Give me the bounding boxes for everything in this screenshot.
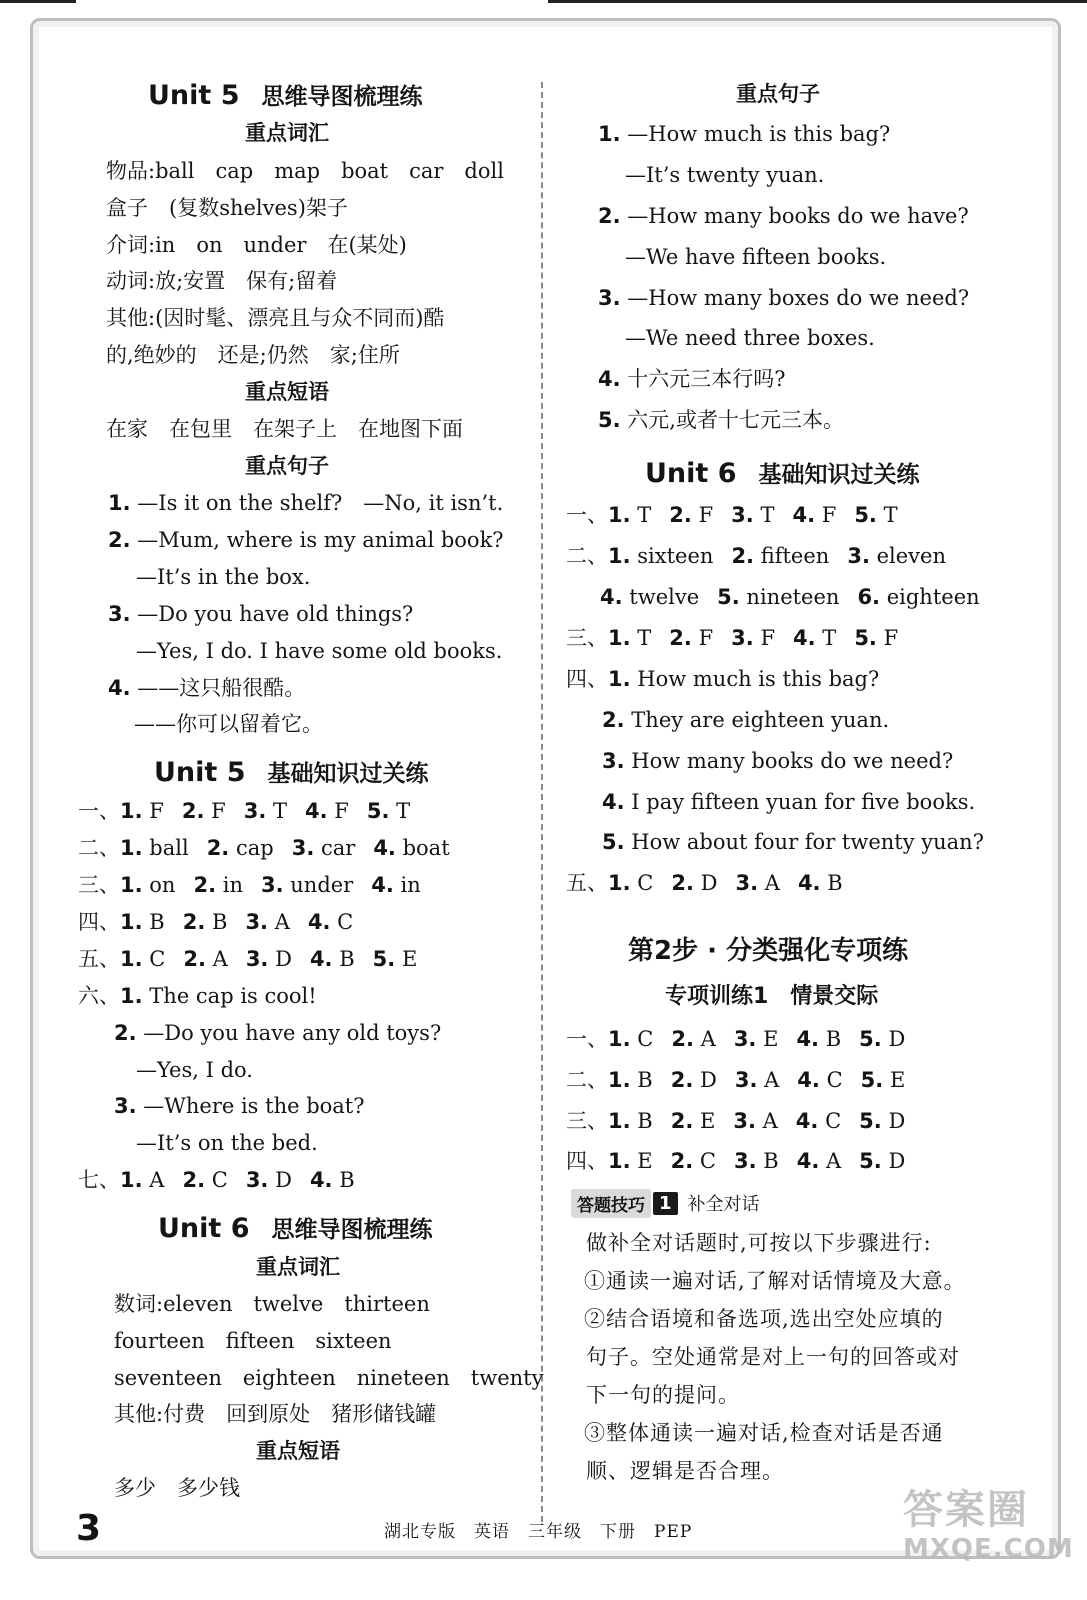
top-rule-left — [0, 0, 76, 3]
answer-row: 一、1. C 2. A 3. E 4. B 5. D — [566, 1027, 906, 1051]
answer-row: 一、1. T 2. F 3. T 4. F 5. T — [566, 503, 898, 527]
vocab-line: 盒子 (复数shelves)架子 — [106, 196, 348, 220]
watermark-text: 答案圈 — [903, 1487, 1029, 1533]
vocab-line: 其他:(因时髦、漂亮且与众不同而)酷 — [106, 306, 445, 330]
unit6-mindmap-heading: Unit 6 思维导图梳理练 — [158, 1213, 433, 1244]
answer-row: 4. twelve 5. nineteen 6. eighteen — [600, 585, 980, 609]
footer-grade: 三年级 — [528, 1522, 582, 1542]
sentence-line: 2. —How many books do we have? — [598, 204, 969, 228]
footer-volume: 下册 — [600, 1522, 636, 1542]
vocab-line: seventeen eighteen nineteen twenty — [114, 1366, 544, 1390]
answer-row: 六、1. The cap is cool! — [78, 984, 317, 1008]
footer-publisher: PEP — [654, 1522, 693, 1542]
step2-heading: 第2步 · 分类强化专项练 — [628, 936, 909, 966]
unit-label: Unit 5 — [148, 80, 240, 111]
tip-line: ①通读一遍对话,了解对话情境及大意。 — [584, 1269, 966, 1293]
answer-row: 二、1. sixteen 2. fifteen 3. eleven — [566, 544, 946, 568]
sentence-line: —It’s twenty yuan. — [625, 163, 825, 187]
tip-badge-label: 答题技巧 — [571, 1189, 651, 1218]
answer-row: 三、1. T 2. F 3. F 4. T 5. F — [566, 626, 899, 650]
tip-line: 下一句的提问。 — [586, 1383, 740, 1407]
section-title: 思维导图梳理练 — [261, 84, 423, 110]
sentence-line: —It’s in the box. — [136, 565, 311, 589]
tip-badge — [571, 1189, 760, 1217]
sentence-line: 5. 六元,或者十七元三本。 — [598, 408, 844, 432]
vocab-line: 的,绝妙的 还是;仍然 家;住所 — [106, 343, 400, 367]
vocab-line: 数词:eleven twelve thirteen — [114, 1292, 430, 1316]
answer-row: 七、1. A 2. C 3. D 4. B — [78, 1168, 355, 1192]
sentence-line: —We have fifteen books. — [625, 245, 887, 269]
answer-row: 5. How about four for twenty yuan? — [602, 830, 984, 854]
vocab-line: 动词:放;安置 保有;留着 — [106, 269, 338, 293]
answer-row: 4. I pay fifteen yuan for five books. — [602, 790, 976, 814]
unit6-basic-heading: Unit 6 基础知识过关练 — [645, 458, 920, 489]
tip-line: 做补全对话题时,可按以下步骤进行: — [586, 1231, 932, 1255]
sentence-line: —We need three boxes. — [625, 326, 875, 350]
answer-row: 3. How many books do we need? — [602, 749, 954, 773]
sentence-heading: 重点句子 — [245, 454, 329, 478]
tip-line: 句子。空处通常是对上一句的回答或对 — [586, 1345, 960, 1369]
sentence-line: ——你可以留着它。 — [134, 712, 323, 736]
tip-line: ②结合语境和备选项,选出空处应填的 — [584, 1307, 944, 1331]
vocab-line: 物品:ball cap map boat car doll — [106, 159, 504, 183]
answer-row: 2. —Do you have any old toys? — [114, 1021, 442, 1045]
footer-info — [384, 1517, 710, 1542]
right-sentence-heading: 重点句子 — [736, 82, 820, 106]
answer-row: 3. —Where is the boat? — [114, 1094, 365, 1118]
answer-row: 2. They are eighteen yuan. — [602, 708, 890, 732]
answer-row: 四、1. E 2. C 3. B 4. A 5. D — [566, 1149, 906, 1173]
answer-row: —It’s on the bed. — [136, 1131, 318, 1155]
phrase6-line: 多少 多少钱 — [114, 1476, 240, 1500]
answer-row: 四、1. How much is this bag? — [566, 667, 880, 691]
unit5-basic-heading: Unit 5 基础知识过关练 — [154, 757, 429, 788]
answer-row: —Yes, I do. — [136, 1058, 253, 1082]
unit5-mindmap-heading — [148, 79, 423, 114]
footer-subject: 英语 — [474, 1522, 510, 1542]
answer-row: 四、1. B 2. B 3. A 4. C — [78, 910, 354, 934]
vocab-line: 介词:in on under 在(某处) — [106, 233, 407, 257]
answer-row: 二、1. B 2. D 3. A 4. C 5. E — [566, 1068, 906, 1092]
tip-title: 补全对话 — [687, 1194, 760, 1215]
sentence-line: 1. —Is it on the shelf? —No, it isn’t. — [108, 491, 504, 515]
sentence-line: 4. ——这只船很酷。 — [108, 676, 306, 700]
column-divider — [541, 82, 543, 1522]
sentence-line: —Yes, I do. I have some old books. — [136, 639, 503, 663]
answer-row: 五、1. C 2. D 3. A 4. B — [566, 871, 843, 895]
sentence-line: 3. —How many boxes do we need? — [598, 286, 970, 310]
sentence-line: 1. —How much is this bag? — [598, 122, 891, 146]
phrase-line: 在家 在包里 在架子上 在地图下面 — [106, 417, 463, 441]
answer-row: 二、1. ball 2. cap 3. car 4. boat — [78, 836, 450, 860]
vocab6-heading: 重点词汇 — [256, 1255, 340, 1279]
answer-row: 三、1. B 2. E 3. A 4. C 5. D — [566, 1109, 906, 1133]
tip-line: ③整体通读一遍对话,检查对话是否通 — [584, 1421, 944, 1445]
vocab-line: 其他:付费 回到原处 猪形储钱罐 — [114, 1402, 437, 1426]
vocab-heading: 重点词汇 — [245, 121, 329, 145]
page-number: 3 — [76, 1508, 102, 1549]
phrase6-heading: 重点短语 — [256, 1439, 340, 1463]
phrase-heading: 重点短语 — [245, 380, 329, 404]
footer-edition: 湖北专版 — [384, 1522, 456, 1542]
sentence-line: 3. —Do you have old things? — [108, 602, 414, 626]
tip-badge-number: 1 — [653, 1192, 678, 1215]
sentence-line: 4. 十六元三本行吗? — [598, 367, 786, 391]
vocab-line: fourteen fifteen sixteen — [114, 1329, 392, 1353]
special-training-heading: 专项训练1 情景交际 — [665, 984, 879, 1009]
answer-row: 三、1. on 2. in 3. under 4. in — [78, 873, 421, 897]
answer-row: 一、1. F 2. F 3. T 4. F 5. T — [78, 799, 411, 823]
watermark-logo — [895, 1478, 1074, 1578]
watermark-url: MXQE.COM — [903, 1534, 1074, 1564]
tip-line: 顺、逻辑是否合理。 — [586, 1459, 784, 1483]
top-rule-right — [548, 0, 1087, 3]
answer-row: 五、1. C 2. A 3. D 4. B 5. E — [78, 947, 418, 971]
sentence-line: 2. —Mum, where is my animal book? — [108, 528, 504, 552]
